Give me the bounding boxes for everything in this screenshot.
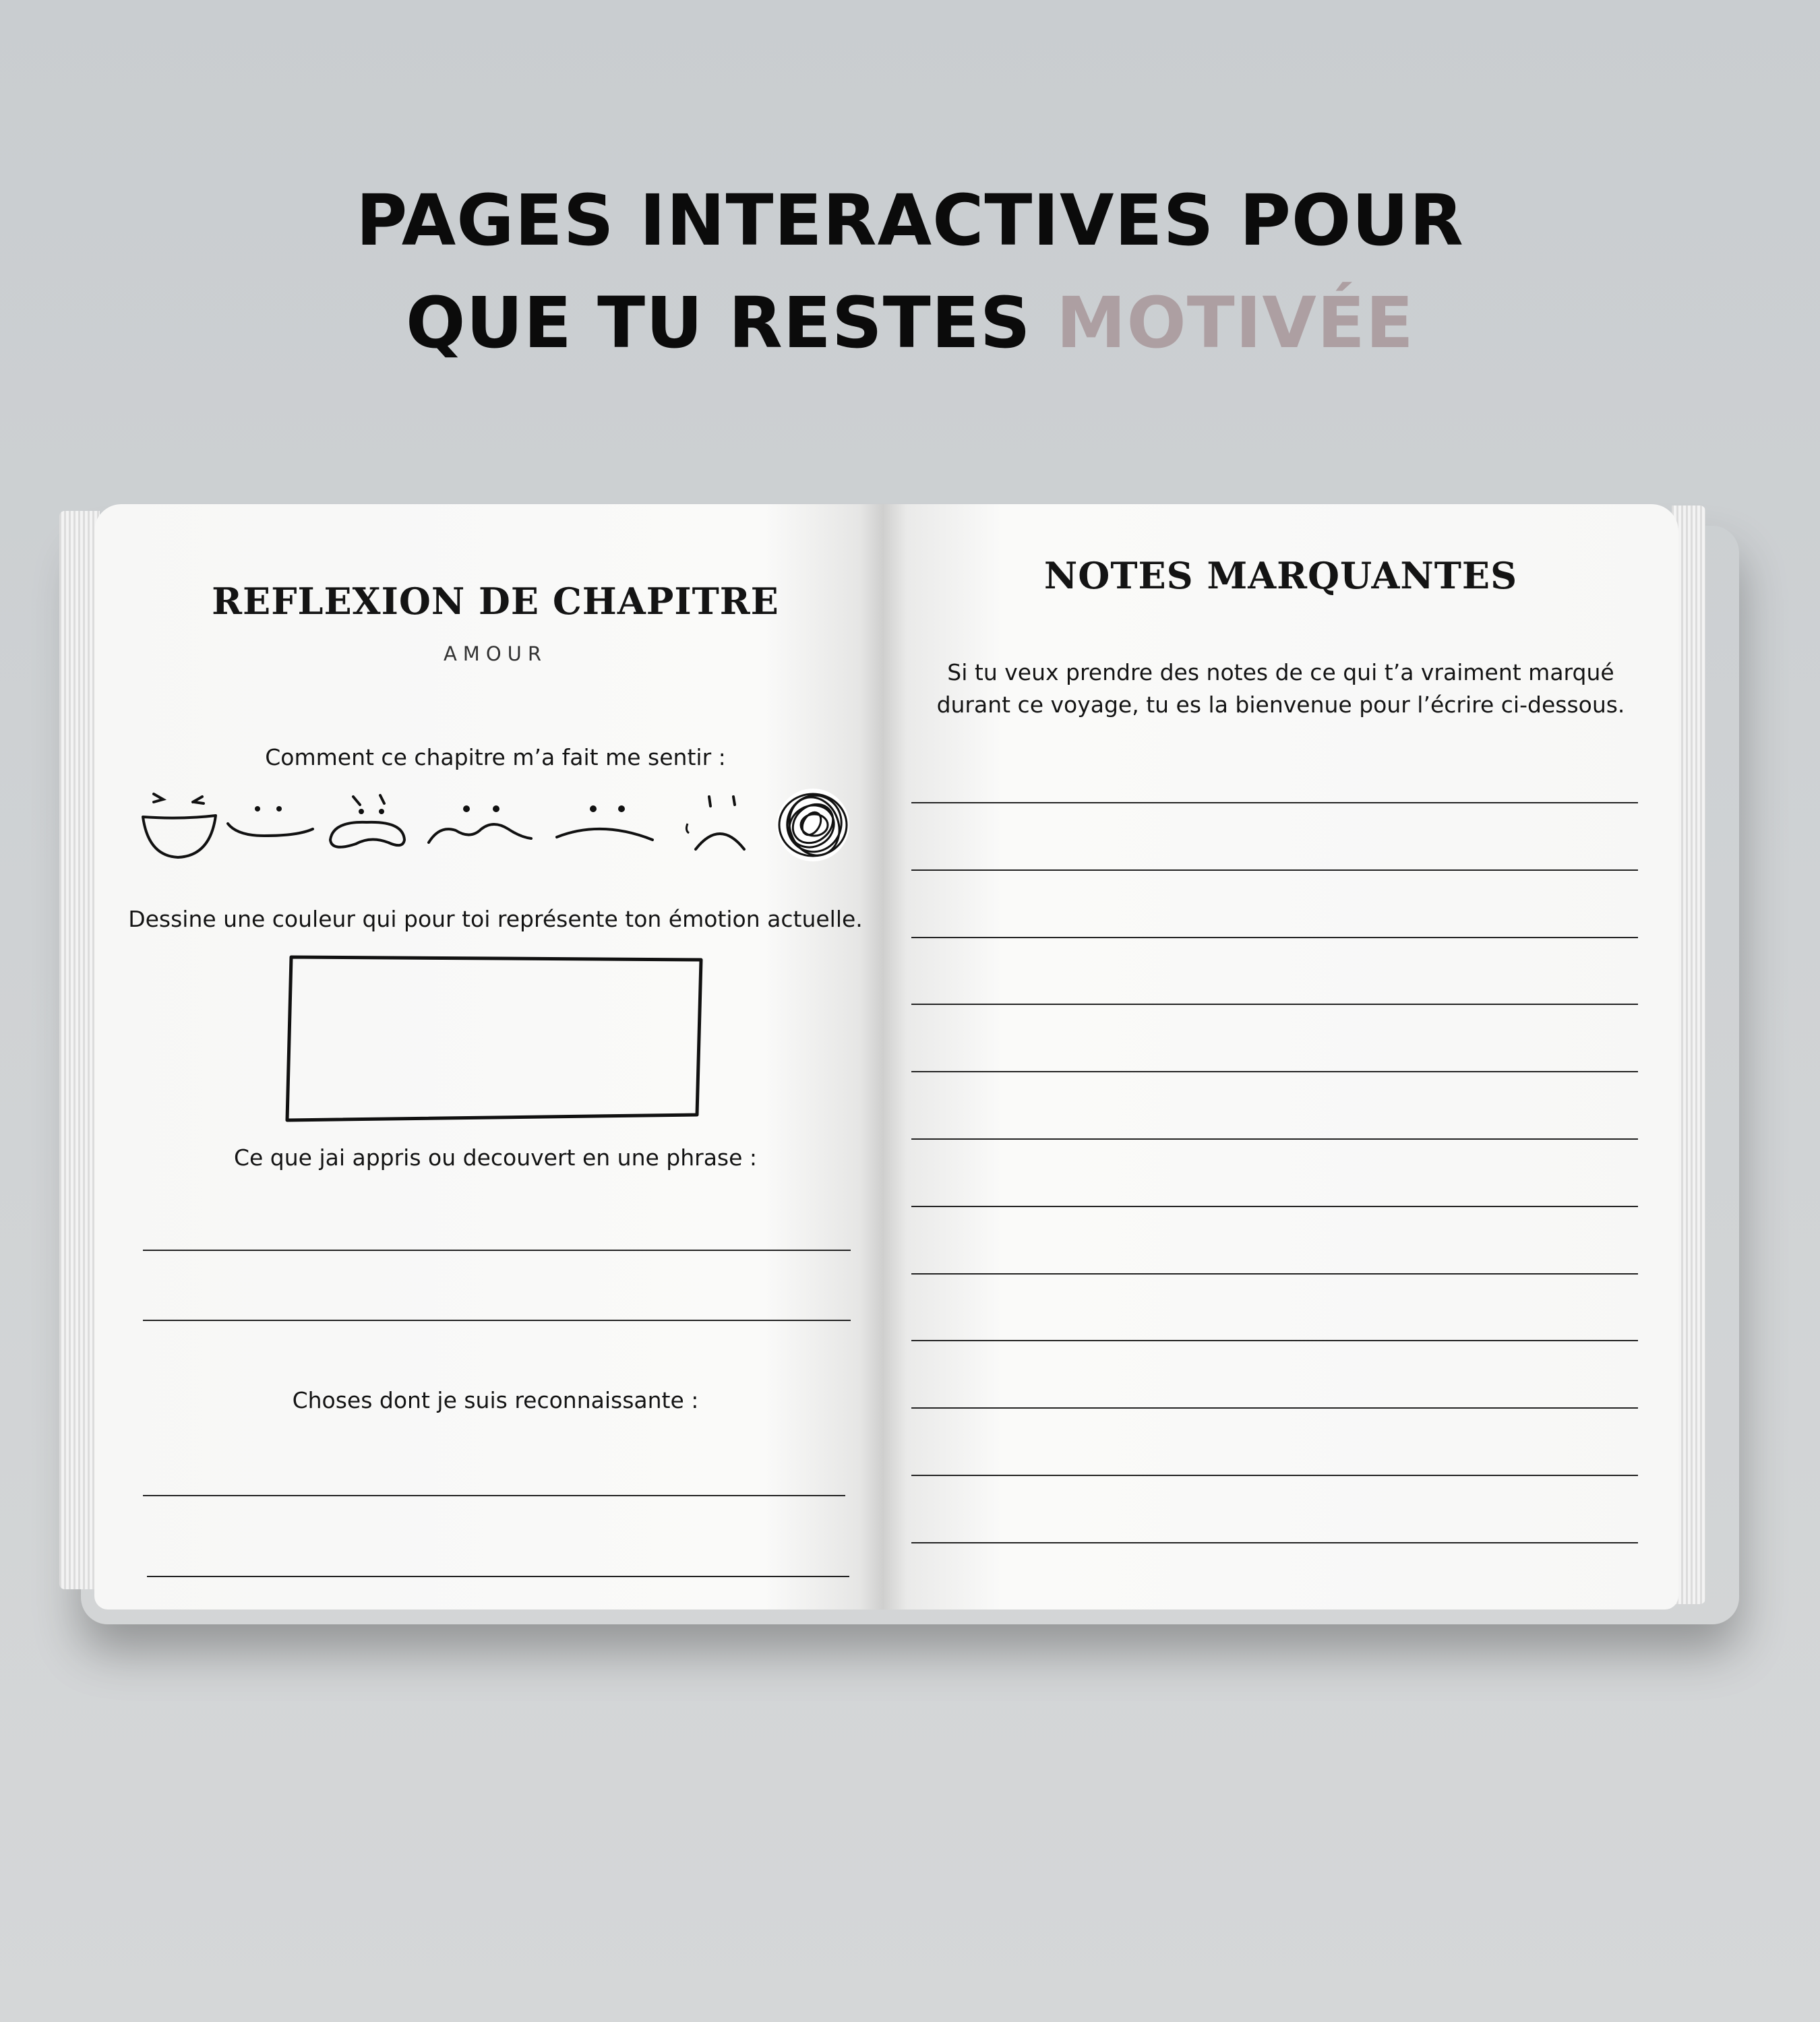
chapter-subtitle: AMOUR	[443, 642, 548, 665]
gratitude-writing-line[interactable]	[147, 1576, 849, 1577]
notes-writing-line[interactable]	[911, 1071, 1638, 1072]
page-edges-left	[59, 511, 100, 1589]
mood-selector	[135, 782, 863, 876]
notes-writing-line[interactable]	[911, 1340, 1638, 1341]
headline-prefix: QUE TU RESTES	[406, 282, 1056, 364]
smiling-face-icon[interactable]	[224, 782, 315, 876]
angry-face-icon[interactable]	[324, 782, 411, 876]
notes-writing-line[interactable]	[911, 1206, 1638, 1207]
notes-writing-line[interactable]	[911, 1004, 1638, 1005]
right-page-title: NOTES MARQUANTES	[1043, 554, 1518, 597]
wavy-mouth-face-icon[interactable]	[426, 782, 534, 876]
color-prompt: Dessine une couleur qui pour toi représente ton émotion actuelle.	[128, 906, 863, 932]
frown-face-icon[interactable]	[554, 782, 655, 876]
notes-writing-line[interactable]	[911, 1542, 1638, 1543]
crying-face-icon[interactable]	[679, 782, 754, 876]
learned-writing-line[interactable]	[143, 1250, 851, 1251]
left-page-title: REFLEXION DE CHAPITRE	[212, 580, 779, 623]
scribble-icon[interactable]	[774, 782, 855, 876]
notes-intro	[897, 656, 1665, 721]
headline-accent: MOTIVÉE	[1056, 282, 1414, 364]
color-drawing-box[interactable]	[283, 950, 708, 1126]
learned-writing-line[interactable]	[143, 1320, 851, 1321]
notes-writing-line[interactable]	[911, 802, 1638, 803]
headline-line-2	[0, 282, 1820, 364]
notes-intro-line-1: Si tu veux prendre des notes de ce qui t’a vraiment marqué	[947, 659, 1614, 685]
notes-writing-line[interactable]	[911, 1273, 1638, 1275]
notes-writing-line[interactable]	[911, 1475, 1638, 1476]
laughing-face-icon[interactable]	[135, 782, 222, 876]
learned-prompt: Ce que jai appris ou decouvert en une phrase :	[233, 1144, 758, 1171]
gratitude-writing-line[interactable]	[143, 1495, 845, 1496]
notes-intro-line-2: durant ce voyage, tu es la bienvenue pour l’écrire ci-dessous.	[936, 692, 1625, 718]
notes-writing-line[interactable]	[911, 1407, 1638, 1409]
gratitude-prompt: Choses dont je suis reconnaissante :	[292, 1387, 699, 1413]
notes-writing-line[interactable]	[911, 869, 1638, 871]
feeling-prompt: Comment ce chapitre m’a fait me sentir :	[265, 744, 726, 770]
notes-writing-line[interactable]	[911, 1138, 1638, 1140]
notes-writing-line[interactable]	[911, 937, 1638, 938]
headline-line-1: PAGES INTERACTIVES POUR	[356, 179, 1464, 262]
